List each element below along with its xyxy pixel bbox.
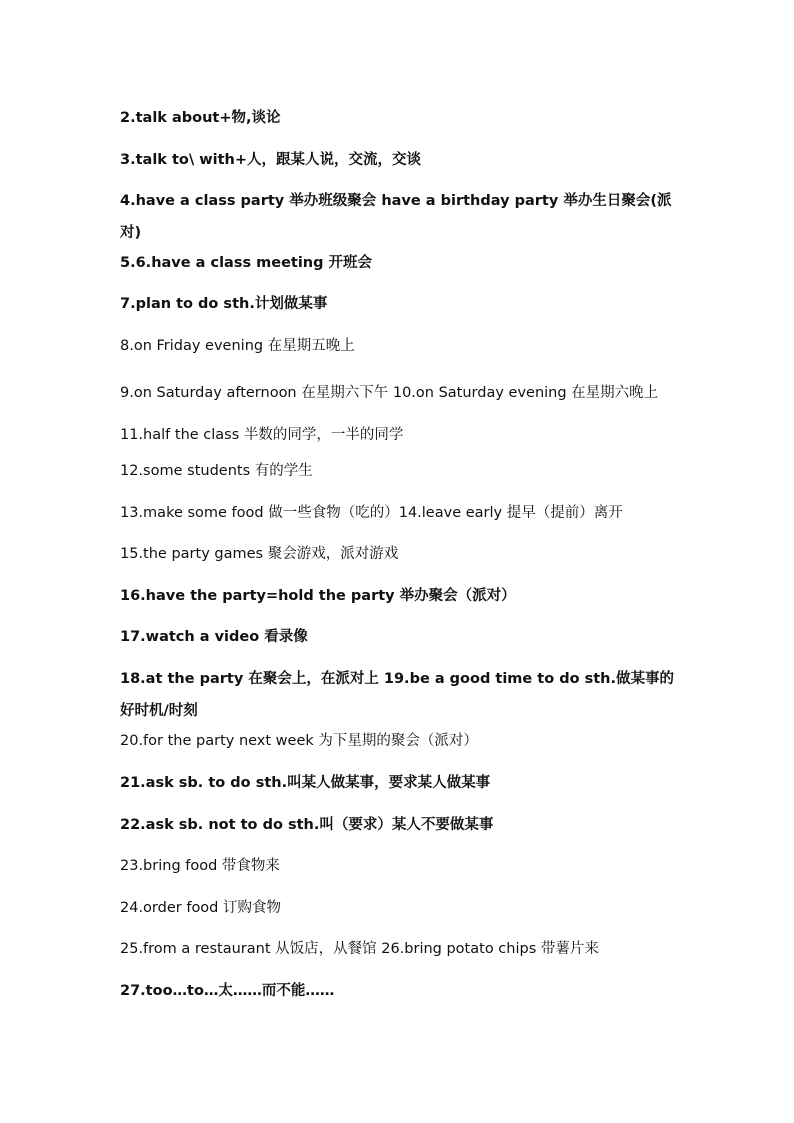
vocab-line-23: 23.bring food 带食物来 [120, 858, 280, 874]
vocab-line-25-26: 25.from a restaurant 从饭店，从餐馆 26.bring potato chips 带薯片来 [120, 941, 599, 957]
vocab-line-12: 12.some students 有的学生 [120, 463, 313, 479]
vocab-line-8: 8.on Friday evening 在星期五晚上 [120, 338, 355, 354]
vocab-line-4: 4.have a class party 举办班级聚会 have a birthday party 举办生日聚会(派对) [120, 193, 672, 241]
vocab-line-15: 15.the party games 聚会游戏，派对游戏 [120, 546, 399, 562]
vocab-line-5-6: 5.6.have a class meeting 开班会 [120, 255, 373, 271]
vocab-line-21: 21.ask sb. to do sth.叫某人做某事，要求某人做某事 [120, 775, 491, 791]
vocab-line-24: 24.order food 订购食物 [120, 900, 281, 916]
vocab-line-9-11: 9.on Saturday afternoon 在星期六下午 10.on Saturday evening 在星期六晚上 11.half the class 半数的同学，一半的同学 [120, 385, 659, 443]
vocab-line-27: 27.too…to…太……而不能…… [120, 983, 335, 999]
vocab-line-17: 17.watch a video 看录像 [120, 629, 308, 645]
vocab-line-16: 16.have the party=hold the party 举办聚会（派对） [120, 588, 516, 604]
vocab-line-3: 3.talk to\ with+人，跟某人说，交流，交谈 [120, 152, 421, 168]
vocab-line-20: 20.for the party next week 为下星期的聚会（派对） [120, 733, 478, 749]
vocab-line-7: 7.plan to do sth.计划做某事 [120, 296, 328, 312]
vocab-line-2: 2.talk about+物,谈论 [120, 110, 281, 126]
vocab-line-13-14: 13.make some food 做一些食物（吃的）14.leave early 提早（提前）离开 [120, 505, 623, 521]
vocab-line-22: 22.ask sb. not to do sth.叫（要求）某人不要做某事 [120, 817, 494, 833]
vocab-line-18-19: 18.at the party 在聚会上，在派对上 19.be a good time to do sth.做某事的好时机/时刻 [120, 671, 675, 719]
